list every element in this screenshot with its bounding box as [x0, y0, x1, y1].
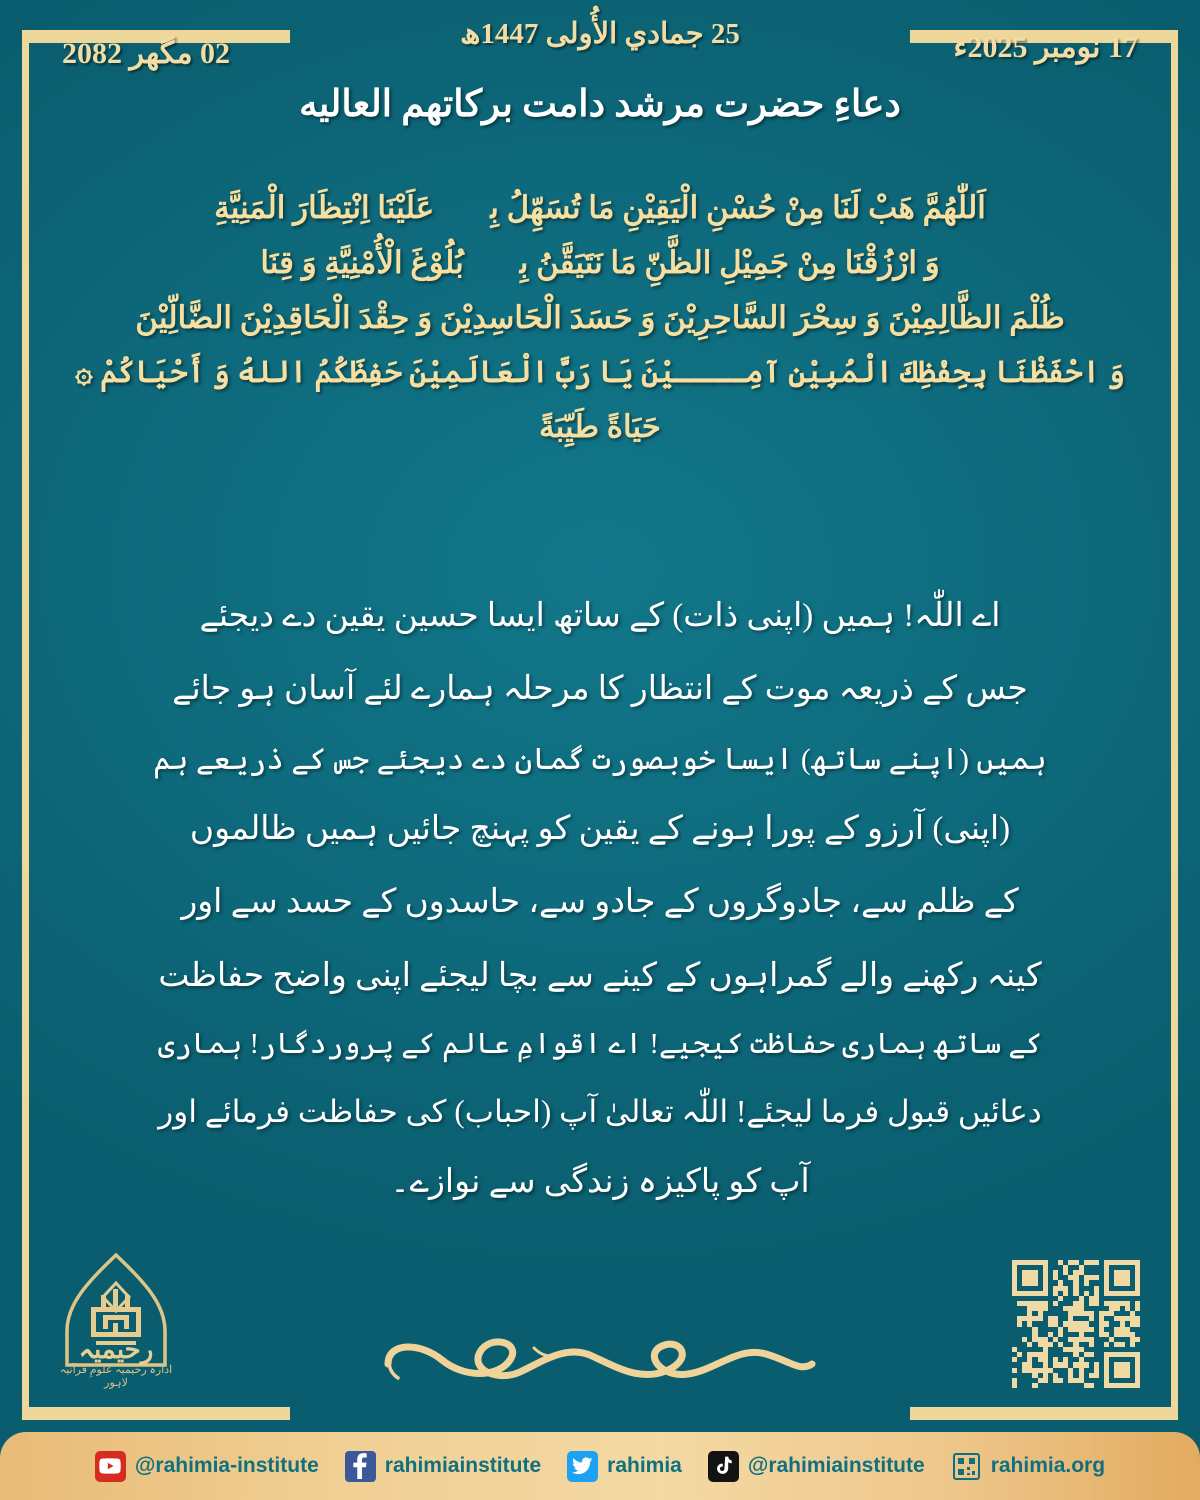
frame-bottom-right-bar — [910, 1407, 1178, 1420]
date-nanakshahi: 02 مگهر 2082 — [62, 37, 231, 70]
twitter-icon — [567, 1451, 598, 1482]
logo-wordmark: رحیمیہ — [78, 1335, 154, 1364]
social-link-twitter[interactable] — [567, 1451, 682, 1482]
frame-left-vertical-rule — [22, 30, 29, 1420]
facebook-icon — [345, 1451, 376, 1482]
social-link-qr[interactable] — [951, 1451, 1105, 1482]
social-label: rahimia.org — [990, 1454, 1106, 1477]
youtube-icon — [95, 1451, 126, 1482]
dua-line: وَ احْفَظْنَا بِحِفْظِكَ الْمُبِيْنِ آمِــــيْنَ يَا رَبَّ الْعَالَمِيْنَ حَفِظَكُمُ اللهُ وَ أَحْيَاكُمْ ۞ — [75, 355, 1125, 389]
frame-right-vertical-rule — [1171, 30, 1178, 1420]
dua-line: وَ ارْزُقْنَا مِنْ جَمِيْلِ الظَّنِّ مَا نَتَيَقَّنُ بِهٖ بُلُوْغَ الْأُمْنِيَّةِ وَ قِنَا — [260, 245, 940, 281]
arabic-dua-block — [70, 180, 1130, 454]
social-link-tiktok[interactable] — [708, 1451, 925, 1482]
qr-code-icon — [951, 1451, 982, 1482]
tiktok-icon — [708, 1451, 739, 1482]
translation-line: (اپنی) آرزو کے پورا ہونے کے یقین کو پہنچ جائیں ہمیں ظالموں — [189, 811, 1011, 848]
translation-line: کینہ رکھنے والے گمراہوں کے کینے سے بچا لیجئے اپنی واضح حفاظت — [158, 957, 1042, 994]
social-label: @rahimia-institute — [134, 1454, 319, 1477]
flourish-divider-ornament — [380, 1320, 820, 1392]
qr-code[interactable] — [1012, 1260, 1140, 1388]
translation-line: کے ظلم سے، جادوگروں کے جادو سے، حاسدوں کے حسد سے اور — [181, 884, 1019, 921]
page-title: دعاءِ حضرت مرشد دامت بركاتهم العاليه — [299, 84, 901, 125]
social-label: rahimia — [607, 1454, 682, 1477]
social-label: rahimiainstitute — [384, 1454, 542, 1477]
social-footer-bar — [0, 1432, 1200, 1500]
flourish-divider-icon — [380, 1320, 820, 1392]
translation-line: آپ کو پاکیزہ زندگی سے نوازے۔ — [390, 1164, 810, 1201]
logo-subtitle: ادارہ رحیمیہ علومِ قرآنیہ لاہور — [59, 1364, 173, 1389]
frame-bottom-left-bar — [22, 1407, 290, 1420]
dua-line: ظُلْمَ الظَّالِمِيْنَ وَ سِحْرَ السَّاحِرِيْنَ وَ حَسَدَ الْحَاسِدِيْنَ وَ حِقْدَ الْحَاقِدِيْنَ الضَّالِّيْنَ — [135, 300, 1065, 336]
translation-line: دعائیں قبول فرما لیجئے! اللّٰہ تعالیٰ آپ (احباب) کی حفاظت فرمائے اور — [158, 1093, 1042, 1129]
dua-line: اَللّٰهُمَّ هَبْ لَنَا مِنْ حُسْنِ الْيَقِيْنِ مَا تُسَهِّلُ بِهٖ عَلَيْنَا اِنْتِظَارَ الْمَنِيَّةِ — [214, 190, 986, 225]
dua-line: حَيَاةً طَيِّبَةً — [539, 408, 661, 444]
translation-line: ہمیں (اپنے ساتھ) ایسا خوبصورت گمان دے دیجئے جس کے ذریعے ہم — [153, 742, 1047, 776]
social-label: @rahimiainstitute — [747, 1454, 925, 1477]
date-gregorian: 17 نومبر 2025ء — [953, 31, 1138, 64]
translation-line: جس کے ذریعہ موت کے انتظار کا مرحلہ ہمارے لئے آسان ہو جائے — [172, 671, 1028, 708]
rahimia-logo — [55, 1245, 177, 1395]
date-hijri: 25 جمادي الأُولى 1447ھ — [460, 18, 740, 50]
urdu-translation-block — [150, 580, 1050, 1219]
social-link-youtube[interactable] — [95, 1451, 319, 1482]
translation-line: اے اللّٰہ! ہمیں (اپنی ذات) کے ساتھ ایسا حسین یقین دے دیجئے — [199, 598, 1001, 634]
social-link-facebook[interactable] — [345, 1451, 541, 1482]
translation-line: کے ساتھ ہماری حفاظت کیجیے! اے اقوامِ عالم کے پروردگار! ہماری — [157, 1027, 1043, 1060]
